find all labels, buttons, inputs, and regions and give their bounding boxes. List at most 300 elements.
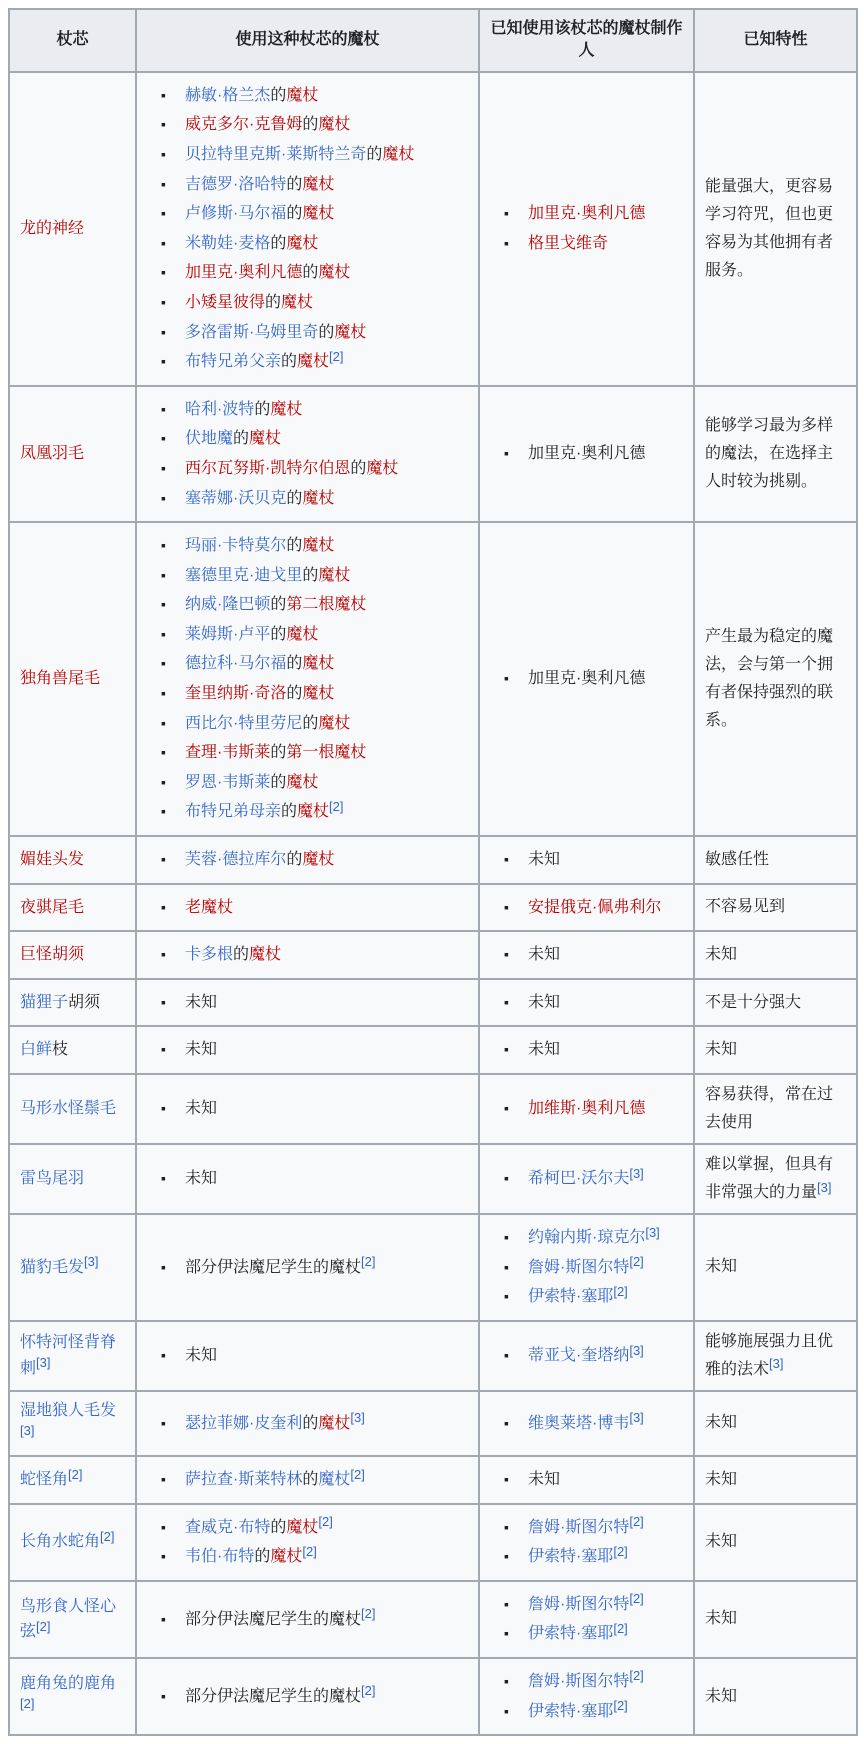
wiki-link[interactable]: 约翰内斯·琼克尔: [528, 1229, 646, 1246]
wands-cell-list: [147, 990, 468, 1016]
maker-item: [504, 1037, 683, 1063]
traits-cell: [694, 1144, 857, 1214]
text-segment: 的: [270, 773, 287, 791]
text-segment: 未知: [705, 1470, 738, 1488]
maker-item: [504, 1166, 683, 1192]
table-row: [9, 1581, 857, 1658]
makers-cell: [479, 1504, 694, 1581]
maker-item: [504, 1096, 683, 1122]
traits-cell: [694, 1321, 857, 1391]
core-cell: [9, 836, 136, 884]
red-link[interactable]: 加里克·奥利凡德: [185, 264, 303, 282]
footnote-ref[interactable]: [2]: [361, 1683, 376, 1699]
wiki-link[interactable]: 布特兄弟母亲: [185, 803, 282, 821]
wiki-link[interactable]: 伊索特·塞耶: [528, 1548, 614, 1566]
wands-cell-list: [147, 83, 468, 375]
footnote-ref[interactable]: [2]: [318, 1514, 333, 1530]
wands-cell: [136, 1074, 479, 1144]
text-segment: 的: [233, 946, 250, 964]
text-segment: 加里克·奥利凡德: [528, 445, 646, 463]
footnote-ref[interactable]: [2]: [629, 1668, 644, 1684]
wiki-link[interactable]: 卢修斯·马尔福: [185, 205, 287, 223]
red-link[interactable]: 媚娃头发: [20, 851, 85, 869]
wiki-link[interactable]: 芙蓉·德拉库尔: [185, 851, 287, 869]
wiki-link[interactable]: 瑟拉菲娜·皮奎利: [185, 1414, 303, 1432]
wands-cell-list: [147, 1343, 468, 1369]
makers-cell: [479, 836, 694, 884]
text-segment: 的: [270, 625, 287, 643]
text-segment: 的: [270, 744, 287, 762]
traits-cell: [694, 1214, 857, 1321]
wiki-link[interactable]: 伏地魔: [185, 430, 234, 448]
table-row: [9, 1391, 857, 1456]
red-link[interactable]: 魔杖: [270, 1548, 303, 1566]
red-link[interactable]: 魔杖: [302, 655, 335, 673]
footnote-ref[interactable]: [3]: [769, 1356, 784, 1372]
wiki-link[interactable]: 布特兄弟父亲: [185, 353, 282, 371]
text-segment: 的: [286, 537, 303, 555]
footnote-ref[interactable]: [2]: [302, 1543, 317, 1559]
traits-cell: [694, 836, 857, 884]
red-link[interactable]: 魔杖: [286, 86, 319, 104]
maker-item: [504, 1669, 683, 1695]
wand-item: [161, 681, 468, 707]
makers-cell-list: [490, 1467, 683, 1493]
red-link[interactable]: 魔杖: [318, 566, 351, 584]
red-link[interactable]: 魔杖: [297, 803, 330, 821]
wands-cell: [136, 522, 479, 836]
red-link[interactable]: 魔杖: [270, 400, 303, 418]
makers-cell: [479, 1391, 694, 1456]
wand-item: [161, 622, 468, 648]
wand-item: [161, 1515, 468, 1541]
maker-item: [504, 1411, 683, 1437]
text-segment: 的: [270, 234, 287, 252]
footnote-ref[interactable]: [2]: [613, 1283, 628, 1299]
red-link[interactable]: 魔杖: [318, 1414, 351, 1432]
wiki-link[interactable]: 哈利·波特: [185, 400, 255, 418]
wiki-link[interactable]: 伊索特·塞耶: [528, 1288, 614, 1306]
table-row: [9, 1321, 857, 1391]
text-segment: 的: [270, 86, 287, 104]
footnote-ref[interactable]: [3]: [817, 1179, 832, 1195]
text-segment: 容易获得，常在过去使用: [705, 1086, 834, 1131]
wiki-link[interactable]: 德拉科·马尔福: [185, 655, 287, 673]
wand-item: [161, 592, 468, 618]
table-body: [9, 72, 857, 1735]
footnote-ref[interactable]: [2]: [361, 1254, 376, 1270]
red-link[interactable]: 小矮星彼得: [185, 293, 266, 311]
wands-cell: [136, 1214, 479, 1321]
maker-item: [504, 1621, 683, 1647]
makers-cell-list: [490, 201, 683, 256]
text-segment: 未知: [528, 1470, 561, 1488]
text-segment: 的: [254, 1548, 271, 1566]
wand-item: [161, 533, 468, 559]
makers-cell: [479, 1456, 694, 1504]
footnote-ref[interactable]: [3]: [629, 1342, 644, 1358]
wands-cell: [136, 1321, 479, 1391]
text-segment: 未知: [705, 946, 738, 964]
maker-item: [504, 1592, 683, 1618]
wiki-link[interactable]: 蒂亚戈·奎塔纳: [528, 1346, 630, 1364]
wand-item: [161, 112, 468, 138]
wand-item: [161, 320, 468, 346]
wiki-link[interactable]: 贝拉特里克斯·莱斯特兰奇: [185, 145, 367, 163]
maker-item: [504, 1343, 683, 1369]
core-cell: [9, 1581, 136, 1658]
makers-cell-list: [490, 1037, 683, 1063]
text-segment: 的: [302, 566, 319, 584]
text-segment: 敏感任性: [705, 850, 770, 868]
wiki-link[interactable]: 塞德里克·迪戈里: [185, 566, 303, 584]
red-link[interactable]: 魔杖: [286, 234, 319, 252]
wiki-link[interactable]: 吉德罗·洛哈特: [185, 175, 287, 193]
red-link[interactable]: 魔杖: [286, 1518, 319, 1536]
text-segment: 未知: [528, 851, 561, 869]
red-link[interactable]: 魔杖: [302, 537, 335, 555]
wiki-link[interactable]: 马形水怪鬃毛: [20, 1100, 117, 1118]
red-link[interactable]: 独角兽尾毛: [20, 670, 101, 688]
text-segment: 未知: [705, 1414, 738, 1432]
footnote-ref[interactable]: [2]: [613, 1620, 628, 1636]
makers-cell-list: [490, 990, 683, 1016]
wand-item: [161, 1607, 468, 1633]
maker-item: [504, 895, 683, 921]
core-cell: [9, 1504, 136, 1581]
makers-cell-list: [490, 895, 683, 921]
header-row: [9, 9, 857, 72]
text-segment: 的: [270, 1518, 287, 1536]
column-header-wands: 使用这种杖芯的魔杖: [136, 9, 479, 72]
table-row: [9, 931, 857, 979]
text-segment: 的: [286, 851, 303, 869]
red-link[interactable]: 威克多尔·克鲁姆: [185, 116, 303, 134]
text-segment: 的: [286, 685, 303, 703]
red-link[interactable]: 魔杖: [318, 116, 351, 134]
core-cell: [9, 931, 136, 979]
maker-item: [504, 990, 683, 1016]
wands-cell: [136, 1026, 479, 1074]
maker-item: [504, 231, 683, 257]
core-cell: [9, 979, 136, 1027]
maker-item: [504, 666, 683, 692]
wand-item: [161, 1037, 468, 1063]
traits-cell: [694, 1026, 857, 1074]
red-link[interactable]: 魔杖: [286, 773, 319, 791]
red-link[interactable]: 老魔杖: [185, 898, 234, 916]
wiki-link[interactable]: 蛇怪角: [20, 1470, 69, 1488]
wiki-link[interactable]: 纳威·隆巴顿: [185, 596, 271, 614]
wands-cell-list: [147, 1037, 468, 1063]
wand-core-table: [8, 8, 858, 1736]
wand-item: [161, 770, 468, 796]
text-segment: 的: [302, 714, 319, 732]
wands-cell: [136, 1658, 479, 1735]
traits-cell: [694, 386, 857, 522]
red-link[interactable]: 魔杖: [249, 430, 282, 448]
traits-cell: [694, 979, 857, 1027]
wiki-link[interactable]: 维奥莱塔·博韦: [528, 1414, 630, 1432]
text-segment: 部分伊法魔尼学生的魔杖: [185, 1258, 362, 1276]
wand-item: [161, 1684, 468, 1710]
red-link[interactable]: 加里克·奥利凡德: [528, 205, 646, 223]
footnote-ref[interactable]: [2]: [629, 1514, 644, 1530]
table-row: [9, 1144, 857, 1214]
wiki-link[interactable]: 塞蒂娜·沃贝克: [185, 489, 287, 507]
traits-cell: [694, 1391, 857, 1456]
wiki-link[interactable]: 伊索特·塞耶: [528, 1625, 614, 1643]
text-segment: 的: [265, 293, 282, 311]
red-link[interactable]: 魔杖: [334, 323, 367, 341]
footnote-ref[interactable]: [2]: [329, 798, 344, 814]
makers-cell: [479, 1026, 694, 1074]
wiki-link[interactable]: 希柯巴·沃尔夫: [528, 1170, 630, 1188]
wiki-link[interactable]: 查威克·布特: [185, 1518, 271, 1536]
wiki-link[interactable]: 猫狸子: [20, 993, 69, 1011]
wand-item: [161, 486, 468, 512]
wiki-link[interactable]: 湿地狼人毛发: [20, 1401, 117, 1419]
footnote-ref[interactable]: [2]: [329, 348, 344, 364]
footnote-ref[interactable]: [2]: [361, 1606, 376, 1622]
wands-cell-list: [147, 397, 468, 511]
wiki-link[interactable]: 玛丽·卡特莫尔: [185, 537, 287, 555]
wand-item: [161, 83, 468, 109]
makers-cell: [479, 386, 694, 522]
wand-item: [161, 231, 468, 257]
wands-cell-list: [147, 1467, 468, 1493]
wiki-link[interactable]: 伊索特·塞耶: [528, 1702, 614, 1720]
text-segment: 部分伊法魔尼学生的魔杖: [185, 1687, 362, 1705]
text-segment: 能够学习最为多样的魔法，在选择主人时较为挑剔。: [705, 416, 834, 490]
red-link[interactable]: 西尔瓦努斯·凯特尔伯恩: [185, 459, 351, 477]
wand-item: [161, 349, 468, 375]
maker-item: [504, 1225, 683, 1251]
text-segment: 的: [281, 353, 298, 371]
wands-cell: [136, 836, 479, 884]
text-segment: 未知: [185, 1170, 218, 1188]
text-segment: 的: [286, 489, 303, 507]
text-segment: 的: [366, 145, 383, 163]
wands-cell: [136, 1391, 479, 1456]
maker-item: [504, 1284, 683, 1310]
wands-cell: [136, 884, 479, 932]
text-segment: 未知: [185, 993, 218, 1011]
text-segment: 加里克·奥利凡德: [528, 670, 646, 688]
wiki-link[interactable]: 雷鸟尾羽: [20, 1170, 85, 1188]
makers-cell: [479, 72, 694, 386]
maker-item: [504, 441, 683, 467]
traits-cell: [694, 884, 857, 932]
footnote-ref[interactable]: [3]: [36, 1355, 51, 1371]
red-link[interactable]: 魔杖: [302, 685, 335, 703]
wiki-link[interactable]: 米勒娃·麦格: [185, 234, 271, 252]
makers-cell-list: [490, 666, 683, 692]
text-segment: 未知: [705, 1533, 738, 1551]
wand-item: [161, 895, 468, 921]
wiki-link[interactable]: 赫敏·格兰杰: [185, 86, 271, 104]
footnote-ref[interactable]: [2]: [613, 1698, 628, 1714]
red-link[interactable]: 魔杖: [297, 353, 330, 371]
wands-cell: [136, 979, 479, 1027]
maker-item: [504, 1467, 683, 1493]
wiki-link[interactable]: 卡多根: [185, 946, 234, 964]
makers-cell: [479, 1581, 694, 1658]
makers-cell: [479, 1214, 694, 1321]
wand-item: [161, 847, 468, 873]
makers-cell-list: [490, 1592, 683, 1647]
red-link[interactable]: 奎里纳斯·奇洛: [185, 685, 287, 703]
wand-item: [161, 260, 468, 286]
makers-cell-list: [490, 1225, 683, 1310]
column-header-makers: 已知使用该杖芯的魔杖制作人: [479, 9, 694, 72]
footnote-ref[interactable]: [2]: [350, 1466, 365, 1482]
wands-cell: [136, 1144, 479, 1214]
red-link[interactable]: 查理·韦斯莱: [185, 744, 271, 762]
table-row: [9, 72, 857, 386]
red-link[interactable]: 第一根魔杖: [286, 744, 367, 762]
wiki-link[interactable]: 鹿角兔的鹿角: [20, 1674, 117, 1692]
makers-cell-list: [490, 1669, 683, 1724]
makers-cell: [479, 884, 694, 932]
core-cell: [9, 1456, 136, 1504]
wiki-link[interactable]: 韦伯·布特: [185, 1548, 255, 1566]
text-segment: 的: [302, 1414, 319, 1432]
red-link[interactable]: 魔杖: [249, 946, 282, 964]
footnote-ref[interactable]: [3]: [629, 1410, 644, 1426]
red-link[interactable]: 魔杖: [281, 293, 314, 311]
makers-cell-list: [490, 1166, 683, 1192]
red-link[interactable]: 魔杖: [302, 851, 335, 869]
text-segment: 能量强大，更容易学习符咒，但也更容易为其他拥有者服务。: [705, 177, 834, 279]
wiki-link[interactable]: 白鲜: [20, 1041, 53, 1059]
table-row: [9, 979, 857, 1027]
footnote-ref[interactable]: [3]: [629, 1165, 644, 1181]
core-cell: [9, 386, 136, 522]
footnote-ref[interactable]: [3]: [350, 1410, 365, 1426]
wiki-link[interactable]: 詹姆·斯图尔特: [528, 1595, 630, 1613]
wiki-link[interactable]: 魔杖: [318, 1470, 351, 1488]
core-cell: [9, 1074, 136, 1144]
footnote-ref[interactable]: [3]: [645, 1224, 660, 1240]
footnote-ref[interactable]: [2]: [68, 1466, 83, 1482]
wiki-link[interactable]: 莱姆斯·卢平: [185, 625, 271, 643]
red-link[interactable]: 魔杖: [318, 714, 351, 732]
maker-item: [504, 1544, 683, 1570]
wand-item: [161, 426, 468, 452]
red-link[interactable]: 魔杖: [302, 175, 335, 193]
red-link[interactable]: 龙的神经: [20, 219, 85, 237]
core-cell: [9, 1026, 136, 1074]
traits-cell: [694, 1456, 857, 1504]
red-link[interactable]: 安提俄克·佩弗利尔: [528, 898, 662, 916]
wand-item: [161, 1544, 468, 1570]
text-segment: 的: [302, 1470, 319, 1488]
wiki-link[interactable]: 萨拉查·斯莱特林: [185, 1470, 303, 1488]
core-cell: [9, 884, 136, 932]
wiki-link[interactable]: 鸟形食人怪心弦: [20, 1597, 117, 1641]
text-segment: 的: [254, 400, 271, 418]
wiki-link[interactable]: 詹姆·斯图尔特: [528, 1518, 630, 1536]
red-link[interactable]: 魔杖: [318, 264, 351, 282]
makers-cell: [479, 979, 694, 1027]
footnote-ref[interactable]: [2]: [100, 1528, 115, 1544]
text-segment: 能够施展强力且优雅的法术: [705, 1332, 834, 1378]
footnote-ref[interactable]: [3]: [20, 1422, 35, 1438]
wand-item: [161, 1255, 468, 1281]
wand-item: [161, 740, 468, 766]
wiki-link[interactable]: 西比尔·特里劳尼: [185, 714, 303, 732]
red-link[interactable]: 格里戈维奇: [528, 234, 609, 252]
wands-cell: [136, 1581, 479, 1658]
red-link[interactable]: 魔杖: [382, 145, 415, 163]
core-cell: [9, 1321, 136, 1391]
text-segment: 的: [350, 459, 367, 477]
footnote-ref[interactable]: [2]: [613, 1543, 628, 1559]
wand-item: [161, 990, 468, 1016]
wiki-link[interactable]: 长角水蛇角: [20, 1533, 101, 1551]
red-link[interactable]: 加维斯·奥利凡德: [528, 1100, 646, 1118]
wand-item: [161, 711, 468, 737]
table-row: [9, 1026, 857, 1074]
wands-cell-list: [147, 1515, 468, 1570]
wiki-link[interactable]: 怀特河怪背脊刺: [20, 1334, 117, 1377]
text-segment: 不是十分强大: [705, 993, 802, 1011]
text-segment: 的: [270, 596, 287, 614]
text-segment: 未知: [185, 1346, 218, 1364]
red-link[interactable]: 夜骐尾毛: [20, 898, 85, 916]
text-segment: 不容易见到: [705, 898, 786, 916]
makers-cell: [479, 1144, 694, 1214]
makers-cell: [479, 522, 694, 836]
wiki-link[interactable]: 猫豹毛发: [20, 1258, 85, 1276]
text-segment: 的: [286, 175, 303, 193]
wiki-link[interactable]: 罗恩·韦斯莱: [185, 773, 271, 791]
red-link[interactable]: 魔杖: [302, 205, 335, 223]
text-segment: 未知: [705, 1041, 738, 1059]
core-cell: [9, 72, 136, 386]
makers-cell: [479, 1074, 694, 1144]
core-cell: [9, 1144, 136, 1214]
red-link[interactable]: 魔杖: [366, 459, 399, 477]
traits-cell: [694, 1581, 857, 1658]
makers-cell-list: [490, 1411, 683, 1437]
table-row: [9, 1214, 857, 1321]
text-segment: 未知: [705, 1258, 738, 1276]
wiki-link[interactable]: 詹姆·斯图尔特: [528, 1672, 630, 1690]
wands-cell-list: [147, 1255, 468, 1281]
footnote-ref[interactable]: [2]: [36, 1618, 51, 1634]
red-link[interactable]: 第二根魔杖: [286, 596, 367, 614]
footnote-ref[interactable]: [3]: [84, 1254, 99, 1270]
footnote-ref[interactable]: [2]: [629, 1254, 644, 1270]
maker-item: [504, 201, 683, 227]
wands-cell-list: [147, 847, 468, 873]
traits-cell: [694, 72, 857, 386]
red-link[interactable]: 魔杖: [286, 625, 319, 643]
red-link[interactable]: 凤凰羽毛: [20, 445, 85, 463]
table-row: [9, 1658, 857, 1735]
wand-item: [161, 1467, 468, 1493]
table-row: [9, 836, 857, 884]
wiki-link[interactable]: 詹姆·斯图尔特: [528, 1258, 630, 1276]
wiki-link[interactable]: 多洛雷斯·乌姆里奇: [185, 323, 319, 341]
table-row: [9, 386, 857, 522]
red-link[interactable]: 巨怪胡须: [20, 946, 85, 964]
red-link[interactable]: 魔杖: [302, 489, 335, 507]
footnote-ref[interactable]: [2]: [20, 1696, 35, 1712]
footnote-ref[interactable]: [2]: [629, 1591, 644, 1607]
